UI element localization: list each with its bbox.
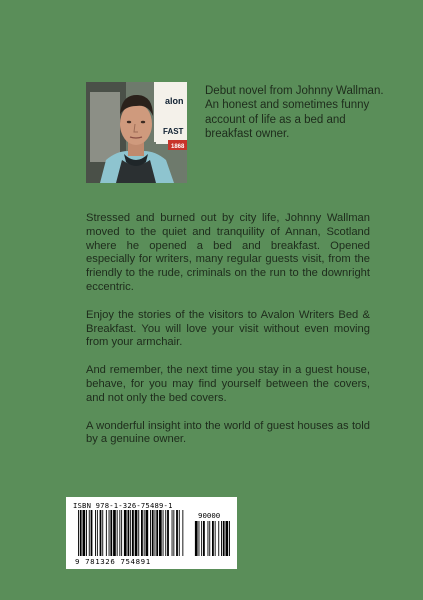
isbn-barcode: [66, 497, 237, 569]
blurb-paragraph-3: And remember, the next time you stay in a guest house, behave, for you may find yourself between the covers, and not only the bed covers.: [86, 364, 370, 404]
intro-text: Debut novel from Johnny Wallman. An honest and sometimes funny account of life as a bed and breakfast owner.: [205, 85, 384, 141]
sign-text-1: alon: [165, 96, 184, 106]
barcode-digits: 9 781326 754891: [75, 557, 151, 566]
blurb-paragraph-1: Stressed and burned out by city life, Johnny Wallman moved to the quiet and tranquility of Annan, Scotland where he opened a bed and breakfast. Opened especially for writers, many regular guests visit, from the friendly to the rude, criminals on the run to the downright eccentric.: [86, 212, 370, 293]
blurb-paragraph-2: Enjoy the stories of the visitors to Avalon Writers Bed & Breakfast. You will love your visit without even moving from your armchair.: [86, 308, 370, 349]
sign-text-2: FAST: [163, 127, 184, 136]
author-photo: [86, 82, 187, 183]
price-code: 90000: [198, 511, 221, 520]
sign-text-3: 1868: [171, 144, 185, 150]
blurb-paragraph-4: A wonderful insight into the world of guest houses as told by a genuine owner.: [86, 419, 370, 446]
isbn-label: ISBN 978-1-326-75489-1: [73, 501, 173, 510]
blurb: [86, 212, 370, 461]
